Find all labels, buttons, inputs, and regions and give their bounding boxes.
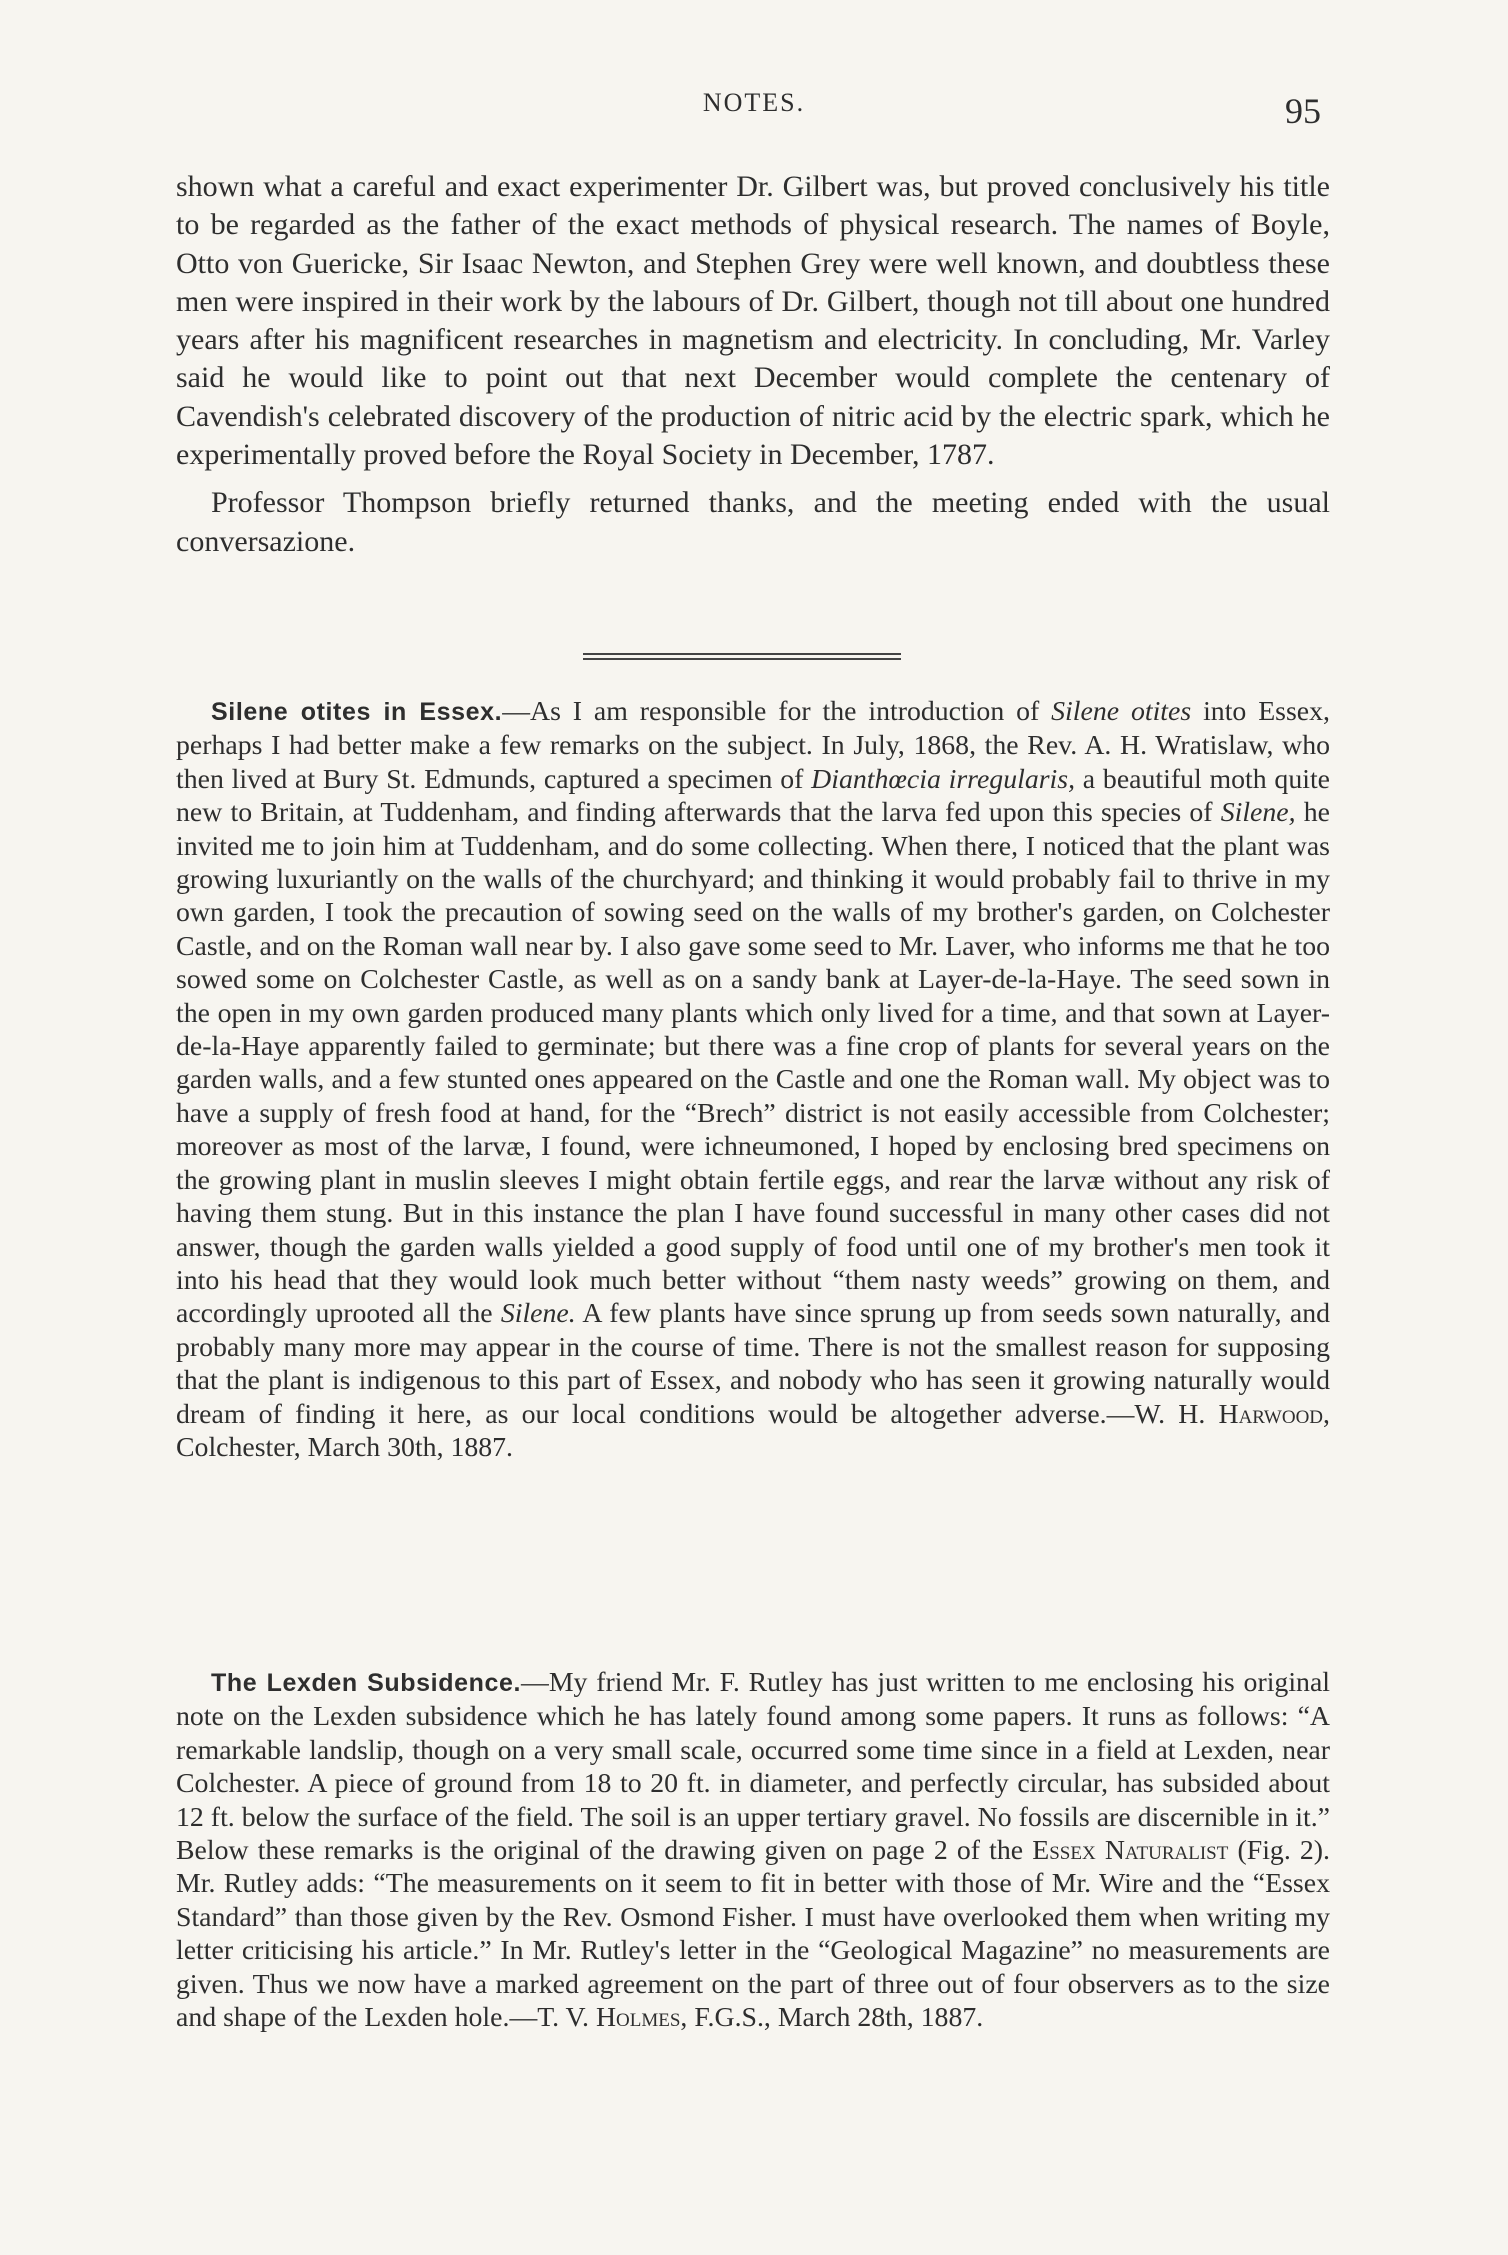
silene-text-4: he invited me to join him at Tuddenham, and do some collecting. When there, I noticed that the plant was growing luxuriantly on the walls of the churchyard; and thinking it would probably fail to thrive in my own garden, I took the precaution of sowing seed on the walls of my brother's garden, on Colchester Castle, and on the Roman wall near by. I also gave some seed to Mr. Laver, who informs me that he too sowed some on Colchester Castle, as well as on a sandy bank at Layer-de-la-Haye. The seed sown in the open in my own garden produced many plants which only lived for a time, and that sown at Layer-de-la-Haye apparently failed to germinate; but there was a fine crop of plants for several years on the garden walls, and a few stunted ones appeared on the Castle and one the Roman wall. My object was to have a supply of fresh food at hand, for the “Brech” district is not easily accessible from Colchester; moreover as most of the larvæ, I found, were ichneumoned, I hoped by enclosing bred specimens on the growing plant in muslin sleeves I might obtain fertile eggs, and rear the larvæ without any risk of having them stung. But in this instance the plan I have found successful in many other cases did not answer, though the garden walls yielded a good supply of food until one of my brother's men took it into his head that they would look much better without “them nasty weeds” growing on them, and accordingly uprooted all the — [176, 797, 1330, 1330]
author-holmes: Holmes — [595, 2002, 681, 2034]
paragraph-thanks: Professor Thompson briefly returned thanks, and the meeting ended with the usual conversazione. — [176, 486, 1330, 558]
lexden-text-1: —My friend Mr. F. Rutley has just written to me enclosing his original note on the Lexden subsidence which he has lately found among some papers. It runs as follows: “A remarkable landslip, though on a very small scale, occurred some time since in a field at Lexden, near Colchester. A piece of ground from 18 to 20 ft. in diameter, and perfectly circular, has subsided about 12 ft. below the surface of the field. The soil is an upper tertiary gravel. No fossils are discernible in it.” Below these remarks is the original of the drawing given on page 2 of the — [176, 1667, 1331, 1867]
silene-text-3: a beautiful moth quite new to Britain, at Tuddenham, and finding afterwards that the larva fed upon this species of — [176, 763, 1331, 829]
lexden-paragraph — [176, 1666, 1330, 2034]
meeting-report-continuation — [176, 168, 1330, 561]
lexden-heading: The Lexden Subsidence. — [211, 1669, 522, 1697]
page-header — [0, 88, 1508, 138]
section-divider — [583, 653, 901, 660]
silene-text-6: , Colchester, March 30th, 1887. — [176, 1398, 1330, 1463]
silene-heading: Silene otites in Essex. — [211, 698, 503, 726]
silene-text-1: —As I am responsible for the introduction of — [502, 696, 1052, 727]
genus-silene: Silene, — [1220, 797, 1296, 829]
lexden-text-2: (Fig. 2). Mr. Rutley adds: “The measurements on it seem to fit in better with those of Mr. Wire and the “Essex Standard” than those given by the Rev. Osmond Fisher. I must have overlooked them when writing my letter criticising his article.” In Mr. Rutley's letter in the “Geological Magazine” no measurements are given. Thus we now have a marked agreement on the part of three out of four observers as to the size and shape of the Lexden hole.—T. V. — [176, 1835, 1330, 2034]
author-harwood: Harwood — [1218, 1398, 1324, 1430]
silene-text-2: into Essex, perhaps I had better make a few remarks on the subject. In July, 1868, the Rev. A. H. Wratislaw, who then lived at Bury St. Edmunds, captured a specimen of — [176, 696, 1330, 795]
species-silene-otites: Silene otites — [1051, 696, 1192, 727]
page-number: 95 — [1285, 91, 1321, 131]
note-lexden-subsidence — [176, 1666, 1330, 2034]
lexden-text-3: , F.G.S., March 28th, 1887. — [680, 2002, 984, 2034]
note-silene-otites — [176, 695, 1330, 1464]
running-title: NOTES. — [702, 88, 806, 117]
paragraph-gilbert: shown what a careful and exact experimenter Dr. Gilbert was, but proved conclusively his title to be regarded as the father of the exact methods of physical research. The names of Boyle, Otto von Guericke, Sir Isaac Newton, and Stephen Grey were well known, and doubtless these men were inspired in their work by the labours of Dr. Gilbert, though not till about one hundred years after his magnificent researches in magnetism and electricity. In concluding, Mr. Varley said he would like to point out that next December would complete the centenary of Cavendish's celebrated discovery of the production of nitric acid by the electric spark, which he experimentally proved before the Royal Society in December, 1787. — [176, 170, 1330, 472]
genus-silene-2: Silene. — [500, 1298, 576, 1330]
silene-paragraph — [176, 695, 1330, 1464]
journal-essex-naturalist: Essex Naturalist — [1032, 1835, 1229, 1867]
silene-text-5: A few plants have since sprung up from seeds sown naturally, and probably many more may appear in the course of time. There is not the smallest reason for supposing that the plant is indigenous to this part of Essex, and nobody who has seen it growing naturally would dream of finding it here, as our local conditions would be altogether adverse.—W. H. — [176, 1298, 1330, 1430]
species-dianthoecia: Dianthœcia irregularis, — [811, 763, 1076, 795]
